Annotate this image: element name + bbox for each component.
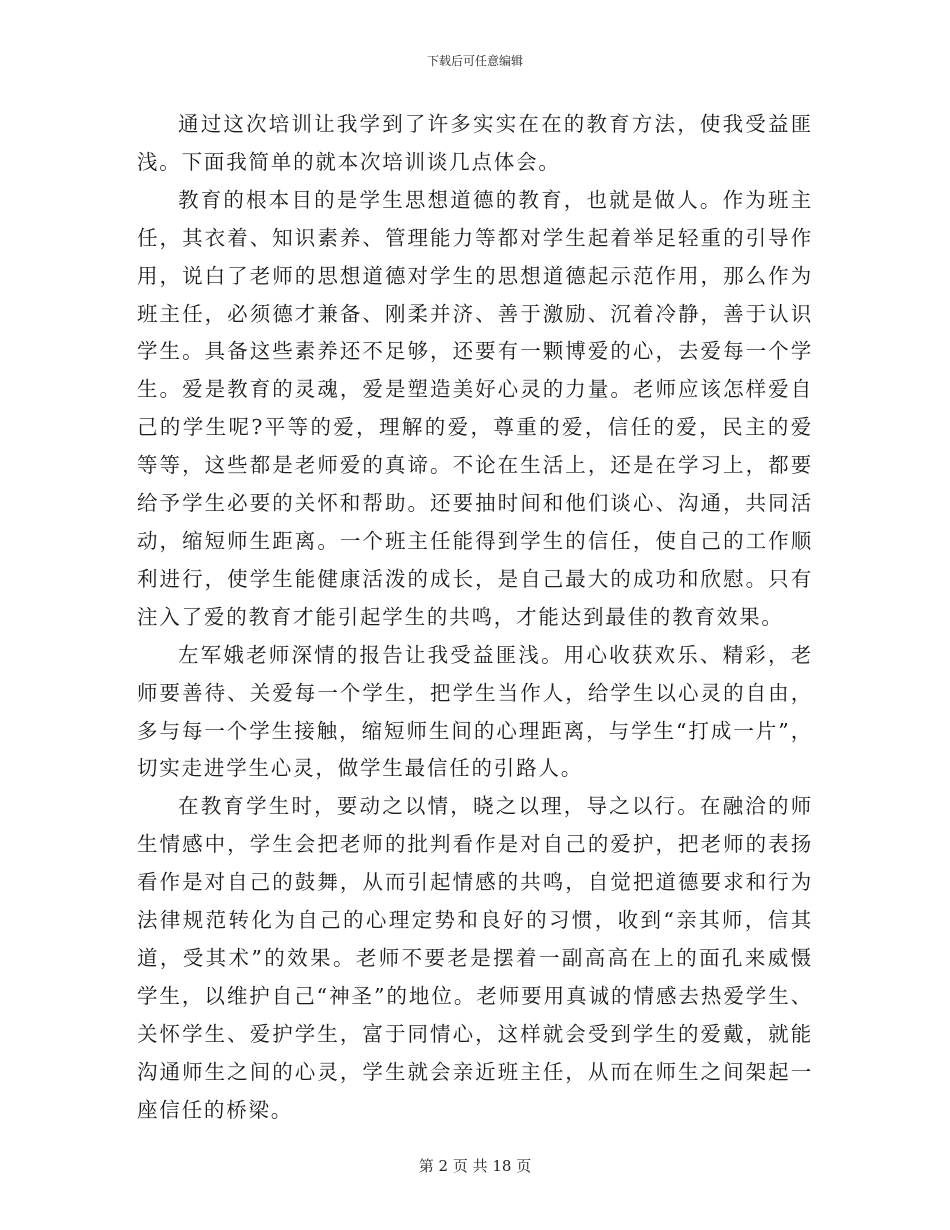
paragraph-4: 在教育学生时，要动之以情，晓之以理，导之以行。在融洽的师生情感中，学生会把老师的批判看作是对自己的爱护，把老师的表扬看作是对自己的鼓舞，从而引起情感的共鸣，自觉把道德要求和行为法律规范转化为自己的心理定势和良好的习惯，收到“亲其师，信其道，受其术”的效果。老师不要老是摆着一副高高在上的面孔来威慑学生，以维护自己“神圣”的地位。老师要用真诚的情感去热爱学生、关怀学生、爱护学生，富于同情心，这样就会受到学生的爱戴，就能沟通师生之间的心灵，学生就会亲近班主任，从而在师生之间架起一座信任的桥梁。 — [137, 794, 813, 1122]
page-header: 下载后可任意编辑 — [426, 54, 523, 68]
paragraph-1: 通过这次培训让我学到了许多实实在在的教育方法，使我受益匪浅。下面我简单的就本次培训谈几点体会。 — [137, 112, 813, 174]
paragraph-3: 左军娥老师深情的报告让我受益匪浅。用心收获欢乐、精彩，老师要善待、关爱每一个学生，把学生当作人，给学生以心灵的自由，多与每一个学生接触，缩短师生间的心理距离，与学生“打成一片”，切实走进学生心灵，做学生最信任的引路人。 — [137, 642, 813, 781]
document-body — [137, 106, 813, 1129]
paragraph-2: 教育的根本目的是学生思想道德的教育，也就是做人。作为班主任，其衣着、知识素养、管理能力等都对学生起着举足轻重的引导作用，说白了老师的思想道德对学生的思想道德起示范作用，那么作为班主任，必须德才兼备、刚柔并济、善于激励、沉着冷静，善于认识学生。具备这些素养还不足够，还要有一颗博爱的心，去爱每一个学生。爱是教育的灵魂，爱是塑造美好心灵的力量。老师应该怎样爱自己的学生呢?平等的爱，理解的爱，尊重的爱，信任的爱，民主的爱等等，这些都是老师爱的真谛。不论在生活上，还是在学习上，都要给予学生必要的关怀和帮助。还要抽时间和他们谈心、沟通，共同活动，缩短师生距离。一个班主任能得到学生的信任，使自己的工作顺利进行，使学生能健康活泼的成长，是自己最大的成功和欣慰。只有注入了爱的教育才能引起学生的共鸣，才能达到最佳的教育效果。 — [137, 187, 813, 629]
page-footer: 第 2 页 共 18 页 — [418, 1157, 532, 1175]
